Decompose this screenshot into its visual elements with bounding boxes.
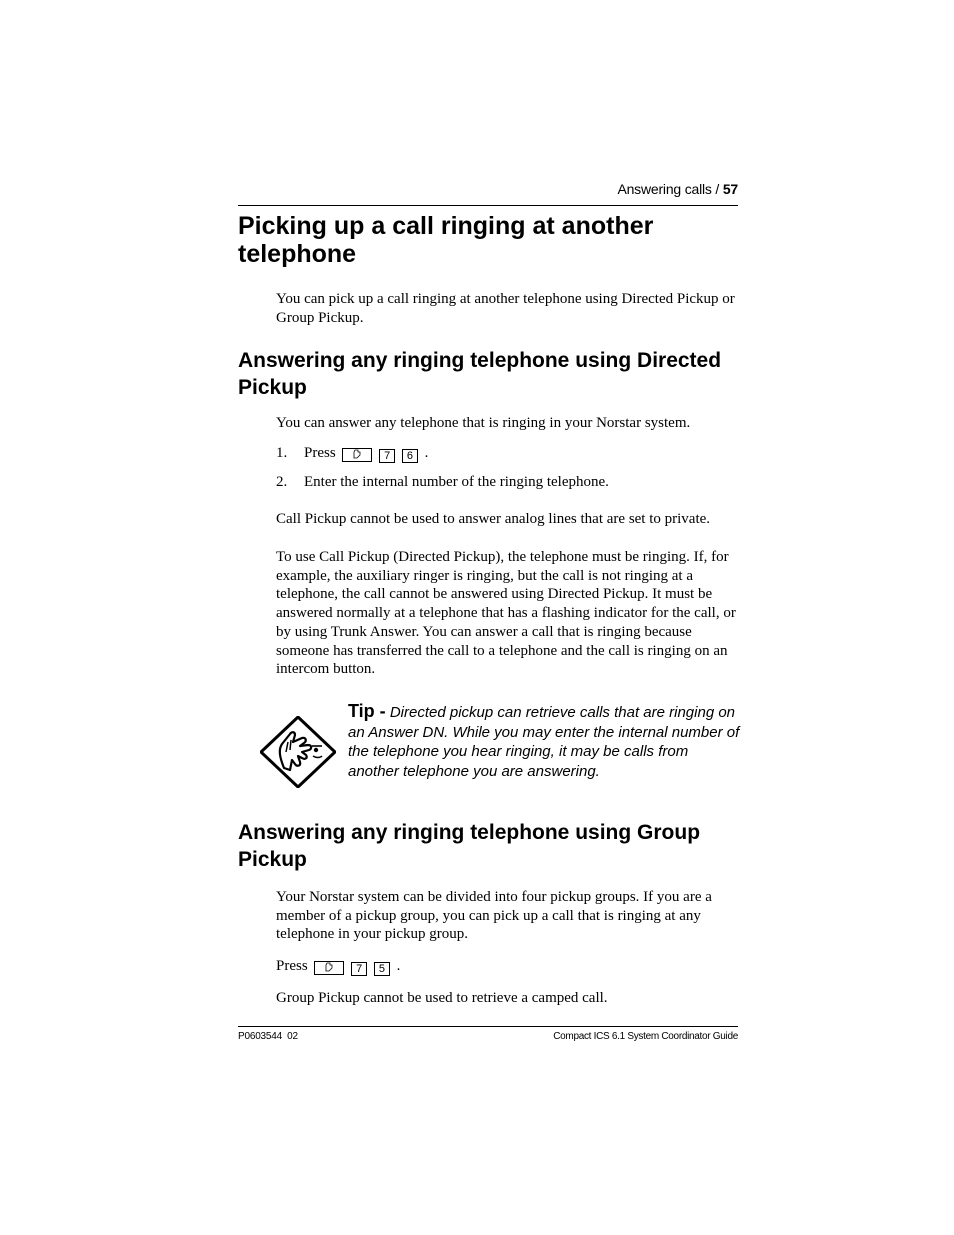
step-body [304,444,428,463]
directed-pickup-heading: Answering any ringing telephone using Directed Pickup [238,349,722,399]
group-note: Group Pickup cannot be used to retrieve a camped call. [276,990,608,1006]
page-title: Picking up a call ringing at another telephone [238,212,654,268]
feature-key [342,448,372,462]
footer-doc-number: P0603544 02 [238,1031,298,1042]
header-section: Answering calls [617,181,712,197]
key-7: 7 [379,449,395,463]
feature-icon [351,449,363,459]
directed-note-private: Call Pickup cannot be used to answer analog lines that are set to private. [276,511,711,527]
step-end: . [424,445,429,461]
directed-intro: You can answer any telephone that is ringing in your Norstar system. [276,415,691,431]
tip-label: Tip - [348,701,386,721]
footer-guide-title: Compact ICS 6.1 System Coordinator Guide [553,1031,738,1042]
press-end: . [396,958,401,974]
step-number: 1. [276,445,288,461]
intro-paragraph: You can pick up a call ringing at another telephone using Directed Pickup or Group Pickup. [276,291,735,326]
key-5: 5 [374,962,390,976]
tip-hand-icon [260,716,336,788]
group-intro: Your Norstar system can be divided into four pickup groups. If you are a member of a pickup group, you can pick up a call that is ringing at any telephone in your pickup group. [276,889,712,943]
group-press-line [276,957,741,976]
press-label: Press [276,958,308,974]
step-number: 2. [276,474,288,490]
feature-icon [323,962,335,972]
feature-key [314,961,344,975]
key-6: 6 [402,449,418,463]
page-number: 57 [722,181,738,197]
header-rule [238,205,738,206]
key-7: 7 [351,962,367,976]
group-pickup-heading: Answering any ringing telephone using Group Pickup [238,821,701,871]
directed-note-ringing: To use Call Pickup (Directed Pickup), the telephone must be ringing. If, for example, the auxiliary ringer is ringing, but the call is not ringing at a telephone, the call cannot be answered using Directed Pickup. It must be answered normally at a telephone that has a flashing indicator for the call, or by using Trunk Answer. You can answer a call that is ringing because someone has transferred the call to a telephone and the call is ringing on an intercom button. [276,549,736,678]
running-header [617,181,738,197]
header-separator: / [715,181,720,197]
press-label: Press [304,445,336,461]
step-body: Enter the internal number of the ringing telephone. [304,474,609,490]
tip-box [348,702,740,781]
tip-text: Directed pickup can retrieve calls that are ringing on an Answer DN. While you may enter the internal number of the telephone you hear ringing, it may be calls from another telephone you are answering. [348,704,740,780]
footer-rule [238,1026,738,1027]
